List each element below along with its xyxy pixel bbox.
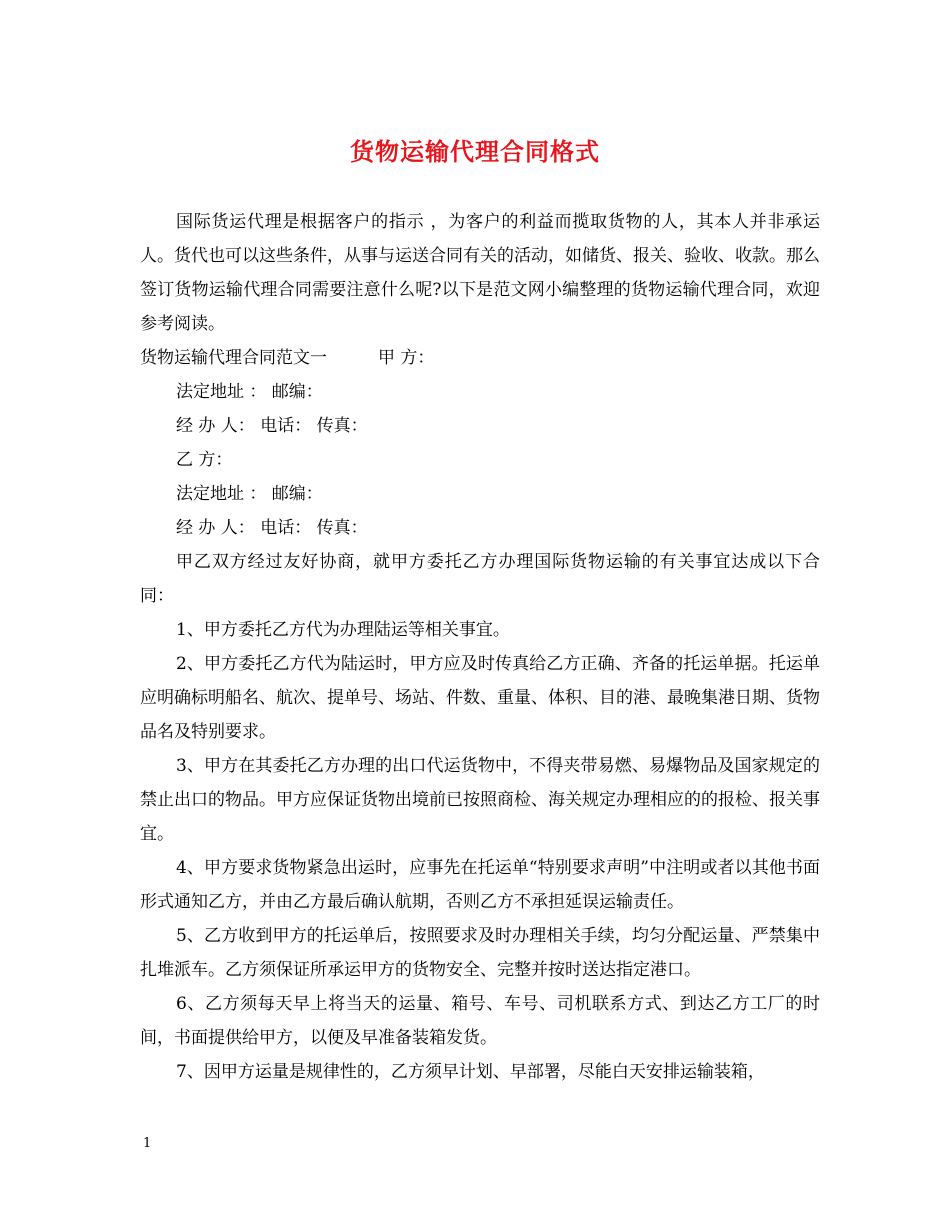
paragraph-sample-heading: 货物运输代理合同范文一 甲 方： [140,348,435,368]
paragraph-agreement-preamble: 甲乙双方经过友好协商，就甲方委托乙方办理国际货物运输的有关事宜达成以下合同： [140,552,820,606]
paragraph-party-b-address: 法定地址 ： 邮编： [176,484,323,504]
paragraph-clause-3: 3、甲方在其委托乙方办理的出口代运货物中，不得夹带易燃、易爆物品及国家规定的禁止出口的物品。甲方应保证货物出境前已按照商检、海关规定办理相应的的报检、报关事宜。 [140,756,820,844]
paragraph-clause-1: 1、甲方委托乙方代为办理陆运等相关事宜。 [176,620,510,640]
paragraph-intro: 国际货运代理是根据客户的指示 ，为客户的利益而揽取货物的人，其本人并非承运人。货代也可以这些条件，从事与运送合同有关的活动，如储货、报关、验收、收款。那么签订货物运输代理合同需要注意什么呢?以下是范文网小编整理的货物运输代理合同，欢迎参考阅读。 [140,212,820,334]
paragraph-clause-7: 7、因甲方运量是规律性的，乙方须早计划、早部署，尽能白天安排运输装箱， [176,1062,765,1082]
paragraph-clause-6: 6、乙方须每天早上将当天的运量、箱号、车号、司机联系方式、到达乙方工厂的时间，书面提供给甲方，以便及早准备装箱发货。 [140,994,820,1048]
paragraph-clause-5: 5、乙方收到甲方的托运单后，按照要求及时办理相关手续，均匀分配运量、严禁集中扎堆派车。乙方须保证所承运甲方的货物安全、完整并按时送达指定港口。 [140,926,820,980]
paragraph-clause-4: 4、甲方要求货物紧急出运时，应事先在托运单“特别要求声明”中注明或者以其他书面形式通知乙方，并由乙方最后确认航期，否则乙方不承担延误运输责任。 [140,858,820,912]
document-body [140,205,820,1089]
paragraph-party-b-contact: 经 办 人： 电话： 传真： [176,518,368,538]
document-title: 货物运输代理合同格式 [350,137,600,166]
page-number: 1 [143,1136,152,1151]
paragraph-clause-2: 2、甲方委托乙方代为陆运时，甲方应及时传真给乙方正确、齐备的托运单据。托运单应明确标明船名、航次、提单号、场站、件数、重量、体积、目的港、最晚集港日期、货物品名及特别要求。 [140,654,820,742]
paragraph-party-a-address: 法定地址 ： 邮编： [176,382,323,402]
paragraph-party-b: 乙 方： [176,450,233,470]
paragraph-party-a-contact: 经 办 人： 电话： 传真： [176,416,368,436]
